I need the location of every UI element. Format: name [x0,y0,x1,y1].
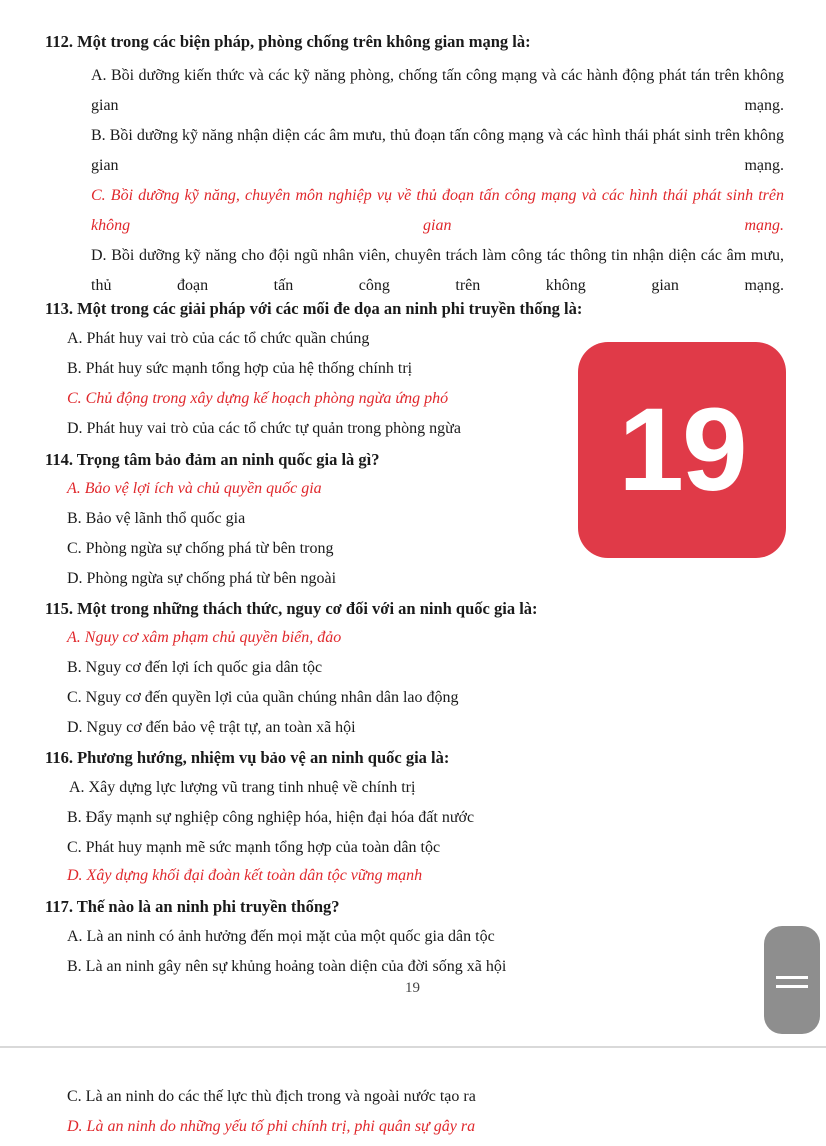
question-113-option-a: A. Phát huy vai trò của các tổ chức quần chúng [67,330,370,347]
question-115-option-d: D. Nguy cơ đến bảo vệ trật tự, an toàn xã hội [67,719,356,736]
question-112-option-d: D. Bồi dưỡng kỹ năng cho đội ngũ nhân viên, chuyên trách làm công tác thông tin nhận diện các âm mưu, thủ đoạn tấn công trên không gian mạng. [91,247,784,294]
question-117-option-b: B. Là an ninh gây nên sự khủng hoảng toàn diện của đời sống xã hội [67,958,507,975]
page-number-badge-text: 19 [618,384,746,516]
question-113-title: 113. Một trong các giải pháp với các mối đe dọa an ninh phi truyền thống là: [45,299,583,318]
scroll-handle-grip-icon [776,976,808,979]
question-117-option-d-correct: D. Là an ninh do những yếu tố phi chính trị, phi quân sự gây ra [67,1118,476,1135]
question-115-option-c: C. Nguy cơ đến quyền lợi của quần chúng nhân dân lao động [67,689,459,706]
question-116-option-a: A. Xây dựng lực lượng vũ trang tinh nhuệ về chính trị [69,779,416,796]
question-112-option-a: A. Bồi dưỡng kiến thức và các kỹ năng phòng, chống tấn công mạng và các hành động phát tán trên không gian mạng. [91,67,784,114]
question-117-option-a: A. Là an ninh có ảnh hưởng đến mọi mặt của một quốc gia dân tộc [67,928,495,945]
question-115-option-b: B. Nguy cơ đến lợi ích quốc gia dân tộc [67,659,323,676]
question-113-option-b: B. Phát huy sức mạnh tổng hợp của hệ thống chính trị [67,360,413,377]
question-116-title: 116. Phương hướng, nhiệm vụ bảo vệ an ninh quốc gia là: [45,748,450,767]
question-117-title: 117. Thế nào là an ninh phi truyền thống? [45,897,340,916]
question-114-option-d: D. Phòng ngừa sự chống phá từ bên ngoài [67,570,337,587]
question-113-option-d: D. Phát huy vai trò của các tổ chức tự quản trong phòng ngừa [67,420,461,437]
question-116-option-c: C. Phát huy mạnh mẽ sức mạnh tổng hợp của toàn dân tộc [67,839,441,856]
document-page-20 [0,1048,826,1146]
question-112-option-b: B. Bồi dưỡng kỹ năng nhận diện các âm mưu, thủ đoạn tấn công mạng và các hình thái phát sinh trên không gian mạng. [91,127,784,174]
page-number-badge [578,342,786,558]
page-footer-number: 19 [405,980,420,996]
question-116-option-b: B. Đẩy mạnh sự nghiệp công nghiệp hóa, hiện đại hóa đất nước [67,809,475,826]
question-117-option-c: C. Là an ninh do các thế lực thù địch trong và ngoài nước tạo ra [67,1088,476,1105]
scroll-handle[interactable] [764,926,820,1034]
question-113-option-c-correct: C. Chủ động trong xây dựng kế hoạch phòng ngừa ứng phó [67,390,449,407]
question-112-option-c-correct: C. Bồi dưỡng kỹ năng, chuyên môn nghiệp vụ về thủ đoạn tấn công mạng và các hình thái phát sinh trên không gian mạng. [91,187,784,234]
question-114-option-a-correct: A. Bảo vệ lợi ích và chủ quyền quốc gia [67,480,322,497]
question-114-option-b: B. Bảo vệ lãnh thổ quốc gia [67,510,246,527]
question-114-title: 114. Trọng tâm bảo đảm an ninh quốc gia là gì? [45,450,380,469]
scroll-handle-grip-icon [776,985,808,988]
question-115-option-a-correct: A. Nguy cơ xâm phạm chủ quyền biển, đảo [67,629,342,646]
question-116-option-d-correct: D. Xây dựng khối đại đoàn kết toàn dân tộc vững mạnh [67,867,423,884]
question-115-title: 115. Một trong những thách thức, nguy cơ đối với an ninh quốc gia là: [45,599,538,618]
question-114-option-c: C. Phòng ngừa sự chống phá từ bên trong [67,540,334,557]
question-112-title: 112. Một trong các biện pháp, phòng chống trên không gian mạng là: [45,32,531,51]
